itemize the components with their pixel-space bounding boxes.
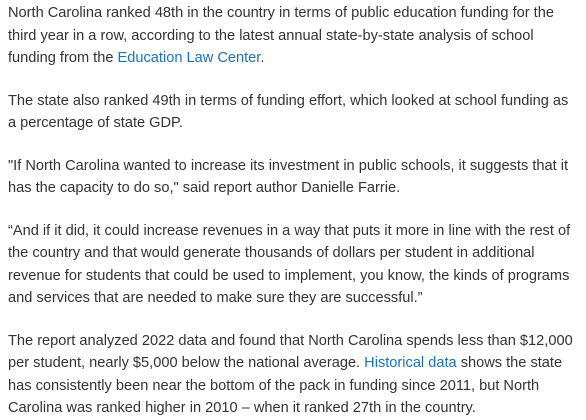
paragraph-text: shows the state has consistently been near the bottom of the pack in funding since 2011, but North Carolina was ranked higher in 2010 – when it ranked 27th in the country. [8,355,563,416]
paragraph-quote-revenues: “And if it did, it could increase revenues in a way that puts it more in line with the rest of the country and that would generate thousands of dollars per student in additional revenue for students that could be used to implement, you know, the kinds of programs and services that are needed to make sure they are successful.” [8,222,571,306]
historical-data-link[interactable]: Historical data [364,355,457,371]
paragraph-text: . [260,50,265,66]
paragraph-funding-effort: The state also ranked 49th in terms of funding effort, which looked at school funding as a percentage of state GDP. [8,92,569,131]
education-law-center-link[interactable]: Education Law Center [117,50,261,66]
paragraph-funding-rank [8,2,578,70]
paragraph-text: North Carolina ranked 48th in the country in terms of public education funding for the third year in a row, according to the latest annual state-by-state analysis of school funding from the [8,5,554,66]
paragraph-text: The report analyzed 2022 data and found that North Carolina spends less than $12,000 per student, nearly $5,000 below the national average. [8,332,573,371]
paragraph-report-data [8,330,578,420]
paragraph-quote-capacity: "If North Carolina wanted to increase its investment in public schools, it suggests that it has the capacity to do so," said report author Danielle Farrie. [8,157,569,196]
